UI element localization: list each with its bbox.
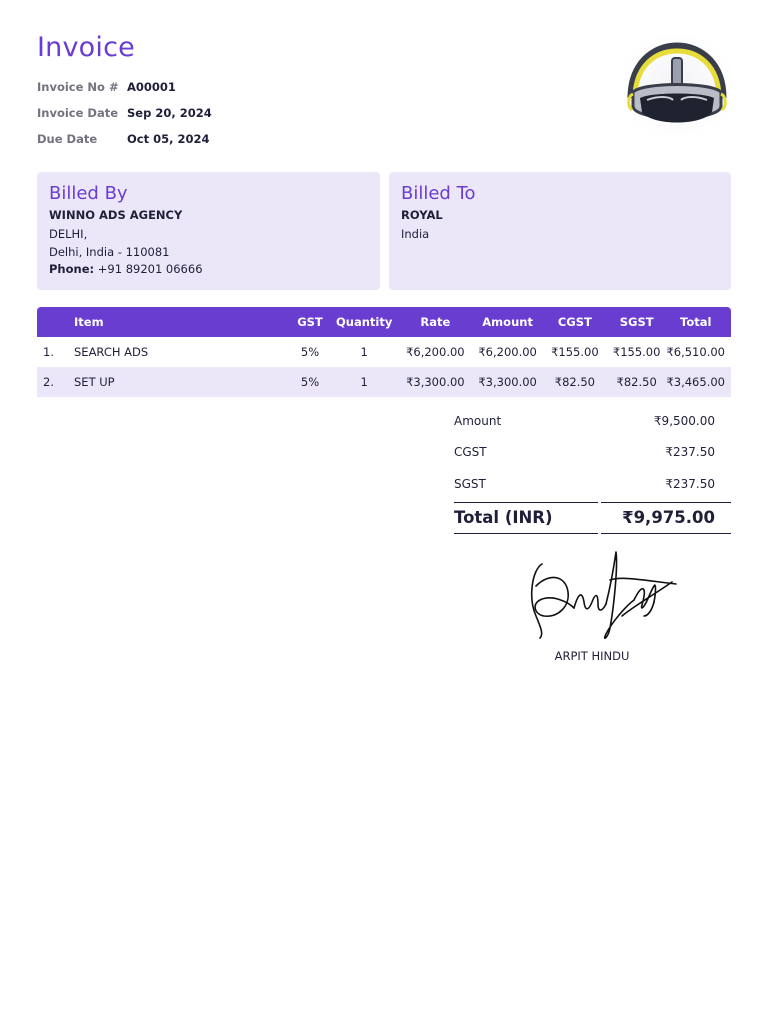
total-divider-gap [598, 501, 601, 535]
vr-headset-logo-icon [623, 36, 731, 136]
billed-to-address-line1: India [401, 227, 430, 241]
due-date-label: Due Date [37, 132, 98, 146]
row-index: 2. [43, 375, 54, 389]
due-date-value: Oct 05, 2024 [127, 132, 210, 146]
header-index [37, 307, 74, 337]
table-row [37, 337, 731, 367]
billed-to-name: ROYAL [401, 208, 443, 222]
invoice-number-value: A00001 [127, 80, 176, 94]
row-item: SEARCH ADS [74, 345, 149, 359]
row-gst: 5% [300, 375, 320, 389]
due-date-row [37, 132, 212, 158]
header-sgst: SGST [619, 315, 654, 329]
invoice-number-label: Invoice No # [37, 80, 119, 94]
row-amount: ₹3,300.00 [478, 375, 537, 389]
summary-total-row [454, 502, 731, 534]
header-total: Total [680, 315, 712, 329]
header-quantity: Quantity [336, 315, 393, 329]
billed-by-card [37, 172, 380, 290]
row-quantity: 1 [360, 345, 368, 359]
summary-total-label: Total (INR) [454, 508, 553, 527]
phone-label: Phone: [49, 262, 95, 276]
invoice-number-row [37, 80, 212, 106]
summary-cgst-label: CGST [454, 445, 487, 460]
summary-total-value: ₹9,975.00 [622, 508, 715, 527]
billed-by-title: Billed By [49, 183, 128, 204]
row-item: SET UP [74, 375, 115, 389]
summary-sgst-value: ₹237.50 [665, 476, 715, 491]
items-table-header [37, 307, 731, 337]
invoice-title: Invoice [37, 32, 135, 63]
summary-amount-label: Amount [454, 413, 502, 428]
table-row [37, 367, 731, 397]
billed-by-address-line2: Delhi, India - 110081 [49, 244, 170, 259]
row-sgst: ₹82.50 [616, 375, 657, 389]
row-amount: ₹6,200.00 [478, 345, 537, 359]
totals-summary [454, 405, 731, 534]
header-gst: GST [297, 315, 323, 329]
row-quantity: 1 [360, 375, 368, 389]
billed-by-name: WINNO ADS AGENCY [49, 208, 183, 222]
row-total: ₹6,510.00 [666, 345, 725, 359]
header-cgst: CGST [557, 315, 592, 329]
row-sgst: ₹155.00 [612, 345, 661, 359]
handwritten-signature-icon [522, 546, 682, 646]
billed-to-title: Billed To [401, 183, 476, 204]
summary-amount-row [454, 405, 731, 437]
header-rate: Rate [420, 315, 451, 329]
row-cgst: ₹155.00 [551, 345, 599, 359]
billed-by-address-line1: DELHI, [49, 227, 88, 241]
invoice-meta [37, 80, 212, 158]
invoice-date-value: Sep 20, 2024 [127, 106, 212, 120]
summary-amount-value: ₹9,500.00 [653, 413, 715, 428]
summary-cgst-row [454, 437, 731, 469]
phone-value: +91 89201 06666 [97, 262, 203, 276]
invoice-date-row [37, 106, 212, 132]
row-rate: ₹3,300.00 [406, 375, 465, 389]
header-amount: Amount [482, 315, 533, 329]
invoice-date-label: Invoice Date [37, 106, 119, 120]
summary-sgst-label: SGST [454, 476, 486, 491]
header-item: Item [74, 315, 104, 329]
row-rate: ₹6,200.00 [406, 345, 465, 359]
row-index: 1. [43, 345, 54, 359]
summary-cgst-value: ₹237.50 [665, 445, 715, 460]
row-cgst: ₹82.50 [554, 375, 595, 389]
row-gst: 5% [300, 345, 320, 359]
billed-by-phone-line [49, 261, 368, 279]
signer-name: ARPIT HINDU [554, 649, 630, 663]
row-total: ₹3,465.00 [666, 375, 725, 389]
summary-sgst-row [454, 468, 731, 500]
billed-to-card [389, 172, 731, 290]
items-table [37, 307, 731, 397]
